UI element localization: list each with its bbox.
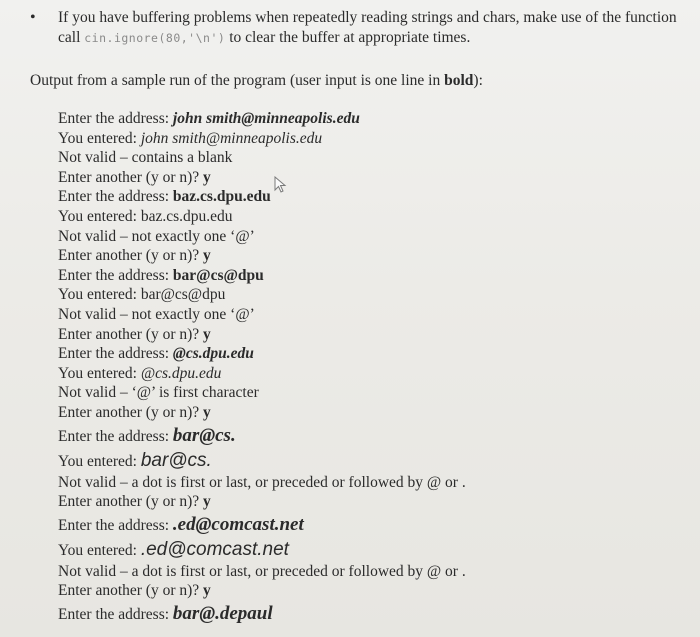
line-prompt: Enter the address: <box>58 188 173 206</box>
tip-text-after: to clear the buffer at appropriate times. <box>225 29 471 46</box>
output-line <box>58 562 678 582</box>
line-prompt: Enter another (y or n)? <box>58 325 204 343</box>
output-line <box>58 187 678 207</box>
line-prompt: Enter the address: <box>58 345 173 363</box>
user-input: y <box>203 493 211 511</box>
echoed-address: .ed@comcast.net <box>140 538 289 560</box>
line-prompt: Enter the address: <box>58 110 173 127</box>
user-input: bar@cs. <box>172 424 236 446</box>
output-line <box>58 538 678 562</box>
output-line <box>58 109 678 129</box>
user-input: bar@cs@dpu <box>172 266 264 284</box>
line-prompt: You entered: <box>58 452 141 470</box>
line-prompt: Enter another (y or n)? <box>58 247 204 265</box>
line-prompt: Not valid – contains a blank <box>58 149 233 167</box>
user-input: .ed@comcast.net <box>172 513 304 535</box>
echoed-address: baz.cs.dpu.edu <box>140 207 233 225</box>
line-prompt: Not valid – ‘@’ is first character <box>58 384 259 402</box>
output-line <box>58 325 678 345</box>
user-input: y <box>203 582 211 600</box>
output-line <box>58 266 678 286</box>
line-prompt: Enter the address: <box>58 605 173 623</box>
user-input: bar@.depaul <box>172 602 273 624</box>
line-prompt: Enter another (y or n)? <box>58 582 204 600</box>
sample-run-intro <box>30 71 483 91</box>
output-line <box>58 168 678 188</box>
output-line <box>58 492 678 512</box>
line-prompt: You entered: <box>58 129 141 147</box>
line-prompt: Not valid – a dot is first or last, or preceded or followed by @ or . <box>58 562 466 580</box>
output-line <box>58 364 678 384</box>
output-line <box>58 473 678 493</box>
line-prompt: You entered: <box>58 286 141 304</box>
line-prompt: Enter another (y or n)? <box>58 493 204 511</box>
line-prompt: Enter the address: <box>58 427 173 445</box>
line-prompt: You entered: <box>58 207 141 225</box>
line-prompt: Enter the address: <box>58 266 173 284</box>
output-line <box>58 285 678 305</box>
line-prompt: Enter another (y or n)? <box>58 168 204 186</box>
user-input: baz.cs.dpu.edu <box>172 188 271 206</box>
output-line <box>58 305 678 325</box>
intro-bold-word: bold <box>444 72 474 89</box>
intro-text-before: Output from a sample run of the program (user input is one line in <box>30 72 445 89</box>
mouse-pointer-icon <box>274 176 288 194</box>
output-line <box>58 344 678 364</box>
bullet-dot: • <box>30 9 36 26</box>
tip-text <box>58 8 690 48</box>
line-prompt: You entered: <box>58 364 141 382</box>
line-prompt: You entered: <box>58 541 141 559</box>
line-prompt: Enter another (y or n)? <box>58 403 204 421</box>
output-line <box>58 148 678 168</box>
user-input: @cs.dpu.edu <box>172 345 254 363</box>
output-line <box>58 227 678 247</box>
output-line <box>58 383 678 403</box>
code-snippet: cin.ignore(80,'\n') <box>84 31 226 45</box>
user-input: y <box>203 403 211 421</box>
line-prompt: Not valid – not exactly one ‘@’ <box>58 305 255 323</box>
output-line <box>58 449 678 473</box>
line-prompt: Enter the address: <box>58 516 173 534</box>
output-line <box>58 129 678 149</box>
output-line <box>58 424 678 448</box>
intro-text-after: ): <box>473 72 483 89</box>
output-line <box>58 581 678 601</box>
output-line <box>58 513 678 537</box>
output-line <box>58 207 678 227</box>
tip-text-before: If you have buffering problems when repeatedly reading strings and chars, make use of the function call <box>58 9 677 46</box>
user-input: y <box>203 325 211 343</box>
echoed-address: @cs.dpu.edu <box>140 364 222 382</box>
user-input: john smith@minneapolis.edu <box>172 110 360 127</box>
output-line <box>58 602 678 626</box>
output-line <box>58 246 678 266</box>
line-prompt: Not valid – a dot is first or last, or preceded or followed by @ or . <box>58 473 466 491</box>
user-input: y <box>203 168 211 186</box>
echoed-address: john smith@minneapolis.edu <box>140 129 323 147</box>
sample-run-output <box>58 109 678 626</box>
tip-bullet <box>30 8 690 48</box>
line-prompt: Not valid – not exactly one ‘@’ <box>58 227 255 245</box>
output-line <box>58 403 678 423</box>
echoed-address: bar@cs@dpu <box>140 286 226 304</box>
user-input: y <box>203 247 211 265</box>
echoed-address: bar@cs. <box>140 449 212 471</box>
